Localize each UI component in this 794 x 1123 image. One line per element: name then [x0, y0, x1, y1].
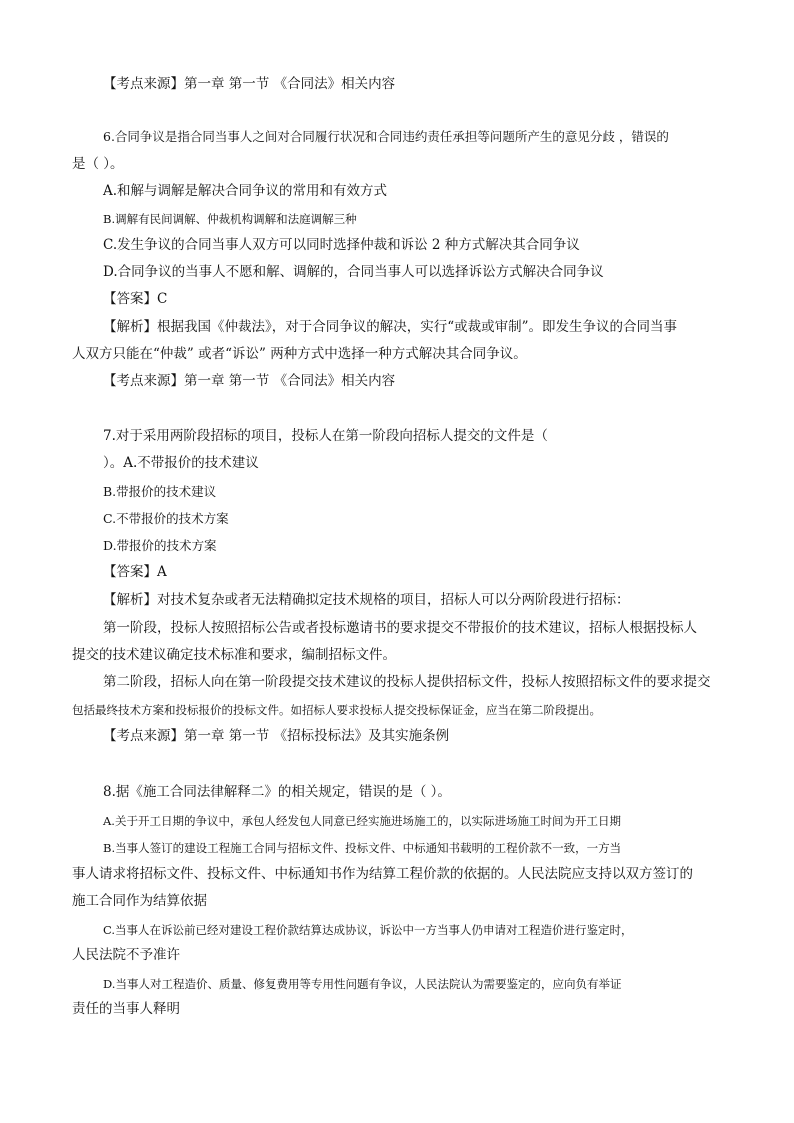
- option-c: C.当事人在诉讼前已经对建设工程价款结算达成协议，诉讼中一方当事人仍申请对工程造价进行鉴定时，: [103, 923, 633, 937]
- answer-line: 【答案】C: [103, 291, 168, 307]
- option-c: C.发生争议的合同当事人双方可以同时选择仲裁和诉讼 2 种方式解决其合同争议: [103, 237, 580, 253]
- question-stem: 7.对于采用两阶段招标的项目，投标人在第一阶段向招标人提交的文件是（: [103, 428, 548, 444]
- option-d: D.当事人对工程造价、质量、修复费用等专用性问题有争议，人民法院认为需要鉴定的，应向负有举证: [103, 977, 622, 991]
- option-b-cont: 事人请求将招标文件、投标文件、中标通知书作为结算工程价款的依据的。人民法院应支持以双方签订的: [72, 866, 693, 882]
- question-stem: 8.据《施工合同法律解释二》的相关规定，错误的是（ ）。: [103, 784, 451, 800]
- analysis-paragraph-2-cont: 包括最终技术方案和投标报价的投标文件。如招标人要求投标人提交投标保证金，应当在第二阶段提出。: [72, 703, 601, 717]
- analysis-paragraph-2: 第二阶段，招标人向在第一阶段提交技术建议的投标人提供招标文件，投标人按照招标文件的要求提交: [103, 674, 711, 690]
- option-d: D.带报价的技术方案: [103, 538, 217, 553]
- option-b: B.调解有民间调解、仲裁机构调解和法庭调解三种: [103, 212, 357, 226]
- analysis-paragraph-1-cont: 提交的技术建议确定技术标准和要求，编制招标文件。: [72, 647, 396, 663]
- source-line: 【考点来源】第一章 第一节 《招标投标法》及其实施条例: [103, 728, 450, 744]
- source-line: 【考点来源】第一章 第一节 《合同法》相关内容: [103, 373, 396, 389]
- option-d: D.合同争议的当事人不愿和解、调解的，合同当事人可以选择诉讼方式解决合同争议: [103, 264, 604, 280]
- option-c: C.不带报价的技术方案: [103, 511, 229, 526]
- answer-line: 【答案】A: [103, 564, 167, 580]
- question-stem-cont-option-a: ）。A.不带报价的技术建议: [103, 455, 259, 471]
- option-d-cont: 责任的当事人释明: [72, 1001, 180, 1017]
- analysis-line: 【解析】根据我国《仲裁法》，对于合同争议的解决，实行“或裁或审制”。即发生争议的合同当事: [103, 319, 678, 335]
- option-a: A.关于开工日期的争议中，承包人经发包人同意已经实施进场施工的，以实际进场施工时间为开工日期: [103, 814, 621, 828]
- option-a: A.和解与调解是解决合同争议的常用和有效方式: [103, 183, 388, 199]
- option-b: B.带报价的技术建议: [103, 484, 217, 499]
- source-line: 【考点来源】第一章 第一节 《合同法》相关内容: [103, 76, 396, 92]
- question-stem-cont: 是（ ）。: [72, 156, 124, 172]
- option-c-cont: 人民法院不予准许: [72, 947, 180, 963]
- option-b-cont2: 施工合同作为结算依据: [72, 893, 207, 909]
- analysis-paragraph-1: 第一阶段，投标人按照招标公告或者投标邀请书的要求提交不带报价的技术建议，招标人根据投标人: [103, 620, 697, 636]
- analysis-line-cont: 人双方只能在“仲裁” 或者“诉讼” 两种方式中选择一种方式解决其合同争议。: [72, 346, 527, 362]
- option-b: B.当事人签订的建设工程施工合同与招标文件、投标文件、中标通知书载明的工程价款不一致，一方当: [103, 841, 622, 855]
- analysis-line: 【解析】对技术复杂或者无法精确拟定技术规格的项目，招标人可以分两阶段进行招标：: [103, 592, 630, 608]
- question-stem: 6.合同争议是指合同当事人之间对合同履行状况和合同违约责任承担等问题所产生的意见分歧 ，错误的: [103, 129, 669, 144]
